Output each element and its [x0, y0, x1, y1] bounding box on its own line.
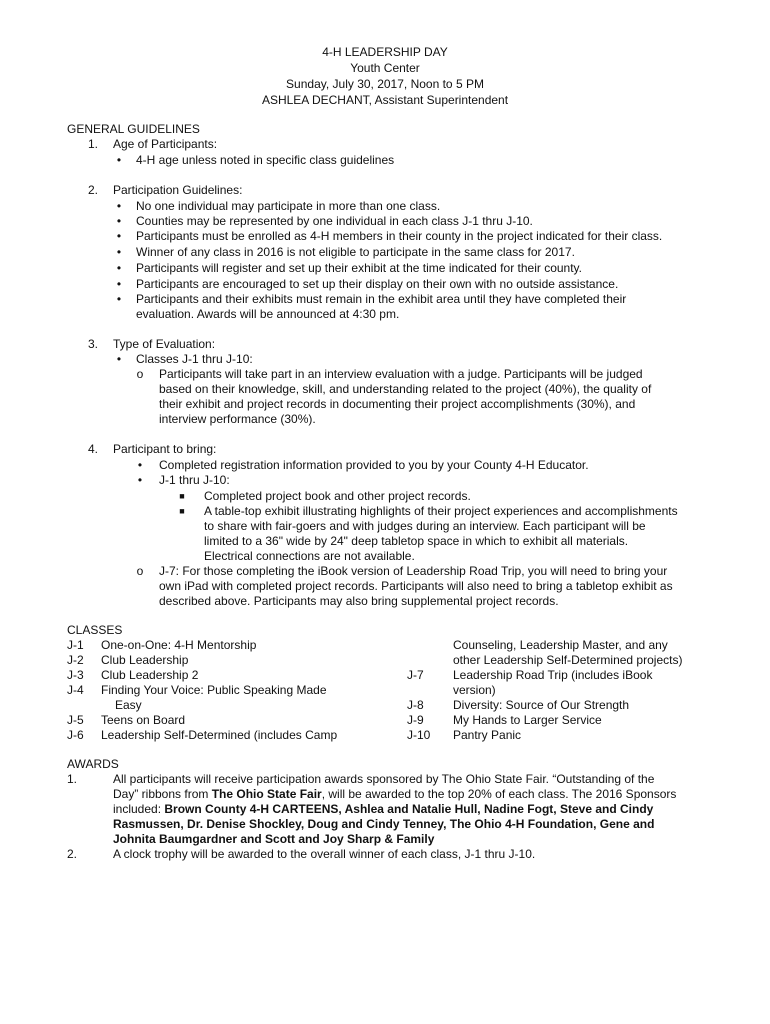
bullet-text: Completed registration information provided to you by your County 4-H Educator. [159, 458, 589, 472]
award-text [113, 787, 676, 802]
class-name: One-on-One: 4-H Mentorship [101, 638, 257, 652]
bullet-text: 4-H age unless noted in specific class guidelines [136, 153, 395, 167]
section-number: 4. [88, 442, 99, 456]
class-code: J-5 [67, 713, 84, 727]
class-name: Finding Your Voice: Public Speaking Made [101, 683, 327, 697]
bullet-icon: • [116, 277, 122, 291]
bullet-text: Classes J-1 thru J-10: [136, 352, 253, 366]
class-name: My Hands to Larger Service [453, 713, 602, 727]
award-number: 1. [67, 772, 78, 786]
bullet-icon: • [116, 229, 122, 243]
guidelines-heading: GENERAL GUIDELINES [67, 122, 200, 136]
class-code: J-9 [407, 713, 424, 727]
class-name: Club Leadership 2 [101, 668, 199, 682]
class-code: J-7 [407, 668, 424, 682]
award-sponsor-list [113, 817, 654, 832]
award-text: A clock trophy will be awarded to the overall winner of each class, J-1 thru J-10. [113, 847, 536, 861]
bullet-icon: • [116, 245, 122, 259]
bullet-text: Counties may be represented by one individual in each class J-1 thru J-10. [136, 214, 533, 228]
bullet-icon: • [116, 214, 122, 228]
sub-bullet-text: Electrical connections are not available. [204, 549, 415, 563]
award-text-segment: included: [113, 802, 165, 816]
sub-bullet-text: to share with fair-goers and with judges during an interview. Each participant will be [204, 519, 646, 533]
bullet-icon: • [116, 261, 122, 275]
class-name: Teens on Board [101, 713, 186, 727]
bullet-text: Participants are encouraged to set up their display on their own with no outside assistance. [136, 277, 619, 291]
award-text-segment: Day” ribbons from [113, 787, 212, 801]
class-code: J-6 [67, 728, 84, 742]
bullet-text: Participants will register and set up their exhibit at the time indicated for their county. [136, 261, 582, 275]
doc-title: 4-H LEADERSHIP DAY [322, 45, 448, 59]
class-name: Diversity: Source of Our Strength [453, 698, 630, 712]
class-name: Club Leadership [101, 653, 189, 667]
doc-date: Sunday, July 30, 2017, Noon to 5 PM [286, 77, 484, 91]
section-number: 2. [88, 183, 99, 197]
sub-bullet-text: described above. Participants may also bring supplemental project records. [159, 594, 559, 608]
award-sponsor-list-line: Rasmussen, Dr. Denise Shockley, Doug and Cindy Tenney, The Ohio 4-H Foundation, Gene and [113, 817, 655, 831]
square-bullet-icon: ■ [179, 506, 185, 516]
classes-heading: CLASSES [67, 623, 123, 637]
award-sponsor-name: The Ohio State Fair [211, 787, 322, 801]
sub-bullet-text: Participants will take part in an interview evaluation with a judge. Participants will be judged [159, 367, 643, 381]
award-text [113, 802, 653, 817]
circle-bullet-icon: o [136, 367, 144, 381]
award-text-segment: , will be awarded to the top 20% of each class. The 2016 Sponsors [321, 787, 677, 801]
class-code: J-2 [67, 653, 84, 667]
award-sponsor-list [113, 832, 434, 847]
class-name: Counseling, Leadership Master, and any [453, 638, 668, 652]
class-name: Pantry Panic [453, 728, 522, 742]
bullet-icon: • [137, 473, 143, 487]
class-code: J-10 [407, 728, 431, 742]
section-number: 3. [88, 337, 99, 351]
bullet-icon: • [116, 352, 122, 366]
bullet-icon: • [116, 292, 122, 306]
award-sponsor-list: Brown County 4-H CARTEENS, Ashlea and Natalie Hull, Nadine Fogt, Steve and Cindy [164, 802, 654, 816]
class-code: J-8 [407, 698, 424, 712]
award-sponsor-list-line: Johnita Baumgardner and Scott and Joy Sharp & Family [113, 832, 435, 846]
doc-location: Youth Center [350, 61, 420, 75]
circle-bullet-icon: o [136, 564, 144, 578]
sub-bullet-text: J-7: For those completing the iBook version of Leadership Road Trip, you will need to bring your [159, 564, 668, 578]
class-code: J-4 [67, 683, 84, 697]
award-text: All participants will receive participation awards sponsored by The Ohio State Fair. “Outstanding of the [113, 772, 655, 786]
class-code: J-1 [67, 638, 84, 652]
class-name: Leadership Self-Determined (includes Camp [101, 728, 338, 742]
bullet-text: Participants and their exhibits must remain in the exhibit area until they have completed their [136, 292, 627, 306]
section-title: Type of Evaluation: [113, 337, 216, 351]
bullet-text: J-1 thru J-10: [159, 473, 230, 487]
sub-bullet-text: based on their knowledge, skill, and understanding related to the project (40%), the quality of [159, 382, 652, 396]
section-number: 1. [88, 137, 99, 151]
bullet-text-continued: evaluation. Awards will be announced at 4:30 pm. [136, 307, 400, 321]
bullet-text: No one individual may participate in more than one class. [136, 199, 441, 213]
section-title: Age of Participants: [113, 137, 218, 151]
sub-bullet-text: A table-top exhibit illustrating highlights of their project experiences and accomplishments [204, 504, 678, 518]
bullet-icon: • [116, 153, 122, 167]
class-name: version) [453, 683, 496, 697]
section-title: Participant to bring: [113, 442, 217, 456]
sub-bullet-text: own iPad with completed project records. Participants will also need to bring a tabletop exhibit as [159, 579, 673, 593]
bullet-icon: • [116, 199, 122, 213]
sub-bullet-text: their exhibit and project records in documenting their project accomplishments (30%), and [159, 397, 636, 411]
sub-bullet-text: limited to a 36" wide by 24" deep tabletop space in which to exhibit all materials. [204, 534, 629, 548]
section-title: Participation Guidelines: [113, 183, 243, 197]
class-code: J-3 [67, 668, 84, 682]
awards-heading: AWARDS [67, 757, 119, 771]
square-bullet-icon: ■ [179, 491, 185, 501]
class-name: other Leadership Self-Determined projects) [453, 653, 683, 667]
bullet-icon: • [137, 458, 143, 472]
bullet-text: Winner of any class in 2016 is not eligible to participate in the same class for 2017. [136, 245, 575, 259]
class-name: Easy [115, 698, 142, 712]
sub-bullet-text: Completed project book and other project records. [204, 489, 471, 503]
sub-bullet-text: interview performance (30%). [159, 412, 316, 426]
class-name: Leadership Road Trip (includes iBook [453, 668, 653, 682]
doc-superintendent: ASHLEA DECHANT, Assistant Superintendent [261, 93, 509, 107]
bullet-text: Participants must be enrolled as 4-H members in their county in the project indicated for their class. [136, 229, 663, 243]
award-number: 2. [67, 847, 78, 861]
